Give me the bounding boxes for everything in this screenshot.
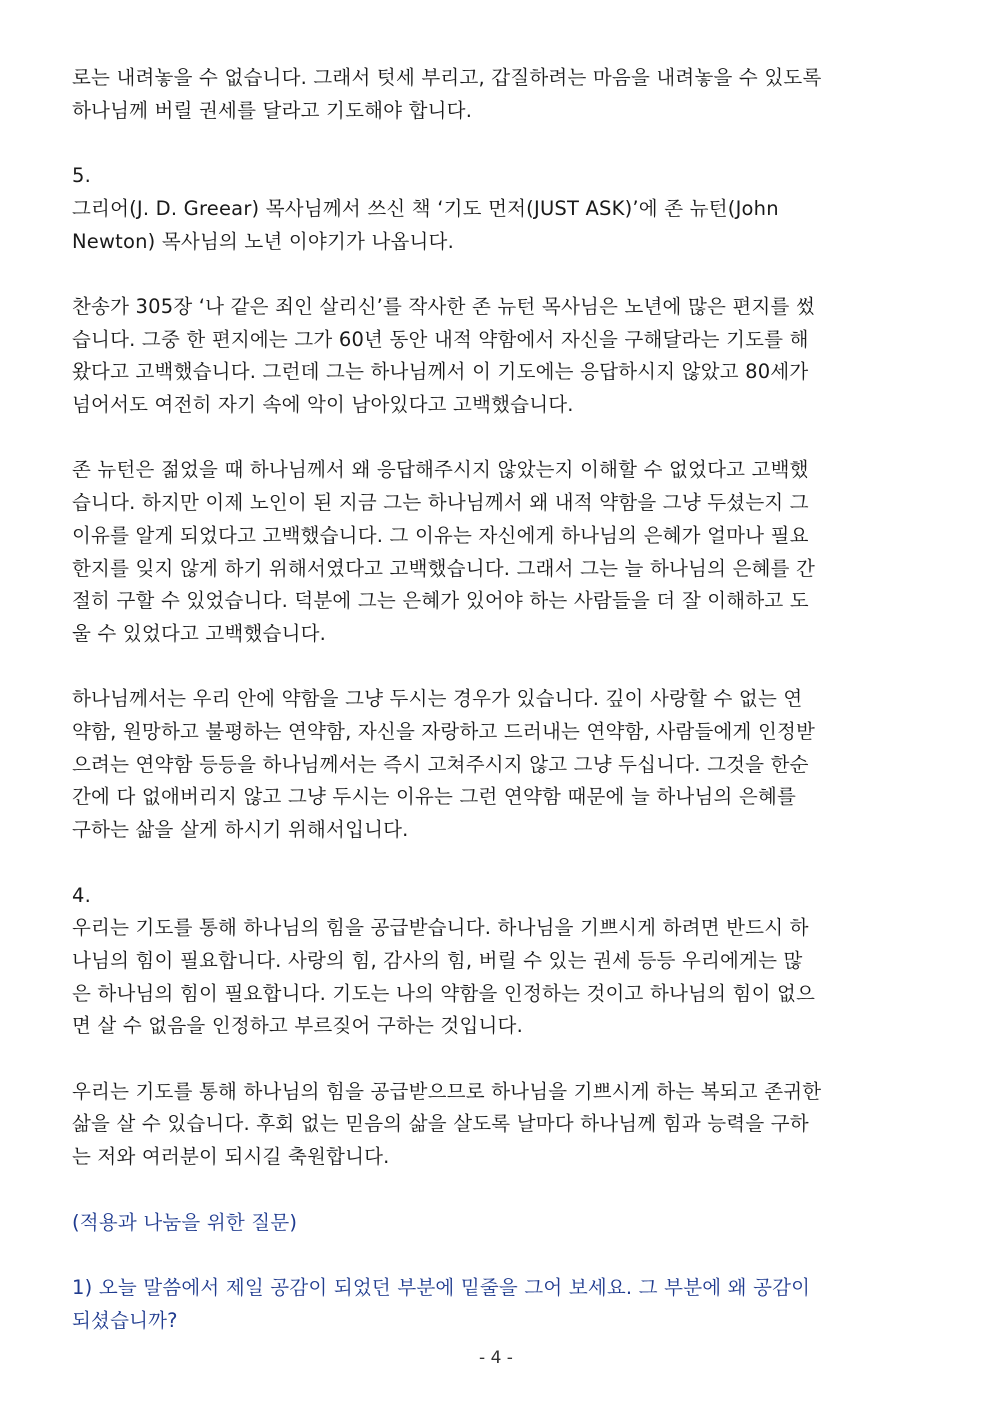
paragraph: 우리는 기도를 통해 하나님의 힘을 공급받습니다. 하나님을 기쁘시게 하려면 반드시 하 나님의 힘이 필요합니다. 사랑의 힘, 감사의 힘, 버릴 수 있는 권세 등등 우리에게는 많 은 하나님의 힘이 필요합니다. 기도는 나의 약함을 인정하는 것이고 하나님의 힘이 없으 면 살 수 없음을 인정하고 부르짖어 구하는 것입니다. bbox=[72, 916, 816, 1038]
section-number: 4. bbox=[72, 883, 92, 907]
section-number: 5. bbox=[72, 164, 92, 188]
paragraph: 그리어(J. D. Greear) 목사님께서 쓰신 책 ‘기도 먼저(JUST ASK)’에 존 뉴턴(John Newton) 목사님의 노년 이야기가 나옵니다. bbox=[72, 196, 779, 253]
paragraph: 찬송가 305장 ‘나 같은 죄인 살리신’를 작사한 존 뉴턴 목사님은 노년에 많은 편지를 썼 습니다. 그중 한 편지에는 그가 60년 동안 내적 약함에서 자신을 구해달라는 기도를 해 왔다고 고백했습니다. 그런데 그는 하나님께서 이 기도에는 응답하시지 않았고 80세가 넘어서도 여전히 자기 속에 악이 남아있다고 고백했습니다. bbox=[72, 294, 815, 416]
question-item: 1) 오늘 말씀에서 제일 공감이 되었던 부분에 밑줄을 그어 보세요. 그 부분에 왜 공감이 되셨습니까? bbox=[72, 1275, 811, 1332]
paragraph: 하나님께서는 우리 안에 약함을 그냥 두시는 경우가 있습니다. 깊이 사랑할 수 없는 연 약함, 원망하고 불평하는 연약함, 자신을 자랑하고 드러내는 연약함, 사람들에게 인정받 으려는 연약함 등등을 하나님께서는 즉시 고쳐주시지 않고 그냥 두십니다. 그것을 한순 간에 다 없애버리지 않고 그냥 두시는 이유는 그런 연약함 때문에 늘 하나님의 은혜를 구하는 삶을 살게 하시기 위해서입니다. bbox=[72, 687, 816, 842]
paragraph: 우리는 기도를 통해 하나님의 힘을 공급받으므로 하나님을 기쁘시게 하는 복되고 존귀한 삶을 살 수 있습니다. 후회 없는 믿음의 삶을 살도록 날마다 하나님께 힘과 능력을 구하 는 저와 여러분이 되시길 축원합니다. bbox=[72, 1079, 822, 1169]
paragraph: 로는 내려놓을 수 없습니다. 그래서 텃세 부리고, 갑질하려는 마음을 내려놓을 수 있도록 하나님께 버릴 권세를 달라고 기도해야 합니다. bbox=[72, 66, 822, 122]
questions-heading: (적용과 나눔을 위한 질문) bbox=[72, 1210, 298, 1234]
document-body bbox=[72, 62, 920, 1337]
paragraph: 존 뉴턴은 젊었을 때 하나님께서 왜 응답해주시지 않았는지 이해할 수 없었다고 고백했 습니다. 하지만 이제 노인이 된 지금 그는 하나님께서 왜 내적 약함을 그냥 두셨는지 그 이유를 알게 되었다고 고백했습니다. 그 이유는 자신에게 하나님의 은혜가 얼마나 필요 한지를 잊지 않게 하기 위해서였다고 고백했습니다. 그래서 그는 늘 하나님의 은혜를 간 절히 구할 수 있었습니다. 덕분에 그는 은혜가 있어야 하는 사람들을 더 잘 이해하고 도 울 수 있었다고 고백했습니다. bbox=[72, 458, 816, 645]
page-number: - 4 - bbox=[479, 1348, 513, 1368]
